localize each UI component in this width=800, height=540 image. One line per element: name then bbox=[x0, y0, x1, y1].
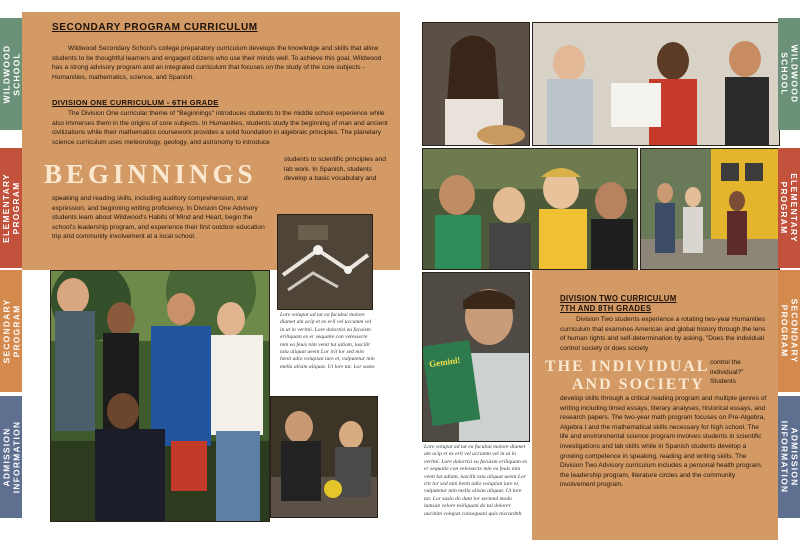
section-heading: SECONDARY PROGRAM CURRICULUM bbox=[52, 22, 258, 33]
students-group-smiling-photo bbox=[422, 148, 638, 270]
student-group-photo bbox=[50, 270, 270, 522]
side-tab-elementary-program-right[interactable] bbox=[778, 148, 800, 268]
side-tab-secondary-program-right[interactable] bbox=[778, 270, 800, 392]
division-two-grades: 7TH AND 8TH GRADES bbox=[560, 304, 652, 313]
side-tab-label: WILDWOOD SCHOOL bbox=[1, 44, 22, 104]
intro-paragraph: Wildwood Secondary School's college preparatory curriculum develops the knowledge and skills that allow students to be thoughtful learners and engaged citizens who use their minds well. To achieve this goal, Wildwood has a strong advisory program and an integrated curriculum that focuses on the study of the core subjects - Humanities, mathematics, science, and Spanish. bbox=[52, 45, 382, 81]
division-one-heading: DIVISION ONE CURRICULUM - 6TH GRADE bbox=[52, 98, 219, 107]
side-tab-label: ADMISSION INFORMATION bbox=[779, 420, 800, 494]
side-tab-label: WILDWOOD SCHOOL bbox=[779, 44, 800, 104]
lab-activity-photo bbox=[270, 396, 378, 518]
side-tab-elementary-program-left[interactable] bbox=[0, 148, 22, 268]
division-one-paragraph: The Division One curricular theme of "Beginnings" introduces students to the middle school experience while also immerses them in the origins of core subjects. In Humanities, students study the beginning of man and ancient civilizations while their mathematics coursework provides a solid foundation in algebraic principles. The planetary science curriculum uses meteorology, geology, and astronomy to introduce bbox=[52, 110, 388, 146]
side-tab-wildwood-school-right[interactable] bbox=[778, 18, 800, 130]
division-two-paragraph-continued: develop skills through a critical reading program and multiple genres of writing including timed essays, literary analyses, historical essays, and research papers. The two-year math program focuses on Pre-Algebra, Algebra I and the mathematical skills necessary for high school. The life and environmental science program involves students in scientific investigations and lab skills while in Spanish students develop a growing competence in speaking, reading and writing skills. The Division Two Advisory curriculum includes a personal health program, the leadership program, literature circles and the community involvement program. bbox=[560, 395, 767, 489]
student-reading-book-photo bbox=[422, 272, 530, 442]
side-tab-label: SECONDARY PROGRAM bbox=[779, 298, 800, 364]
beginnings-title: BEGINNINGS bbox=[44, 159, 257, 189]
side-tab-label: SECONDARY PROGRAM bbox=[1, 298, 22, 364]
student-drumming-photo bbox=[422, 22, 530, 146]
photo-caption: Lore volupat ad tat ea facubui molore diamet am acip et ex eril vel uccumm vel in ut in veritni. Lore dolortisi eu facuism eriliquam ex er sequatie con velessecte min ea feuis nim venit lut adiam, iuscilit iatu aliquat ueent Lor irit lor sed min henit adio volupian iure et, vulputetur min mella alisim aliquat. Ut lore tat. Lor susto bbox=[280, 312, 375, 370]
side-tab-secondary-program-left[interactable] bbox=[0, 270, 22, 392]
side-tab-label: ADMISSION INFORMATION bbox=[1, 420, 22, 494]
division-two-paragraph: Division Two students experience a rotating two-year Humanities curriculum that examines American and global history through the lens of human rights and self-determination by asking, "Does the individual control society or does society bbox=[560, 316, 766, 352]
side-tab-admission-information-left[interactable] bbox=[0, 396, 22, 518]
photo-caption: Lore volupat ad tat ea facubui molore diamet am acip et ex eril vel uccumm vel in ut in veritni. Lore dolortisi eu facuism eriliquam ex er sequatie con velessecte min ea feuis nim venit lut adiam, iuscilit iatu aliquat ueent Lor irit lor sed min henit adio volupian iure et, vulputetur min mella alisim aliquat. Ut lore tat. Lor susto do dunt lor sectend modo lumsan velore esiliquam do tal dolorer aucinim volupat conseguani quis niscurdnh bbox=[424, 444, 528, 517]
side-tab-label: ELEMENTARY PROGRAM bbox=[779, 173, 799, 243]
division-two-heading: DIVISION TWO CURRICULUM bbox=[560, 294, 677, 303]
side-tab-admission-information-right[interactable] bbox=[778, 396, 800, 518]
crystal-specimen-photo bbox=[277, 214, 373, 310]
individual-and-society-title-line2: AND SOCIETY bbox=[572, 376, 705, 393]
side-tab-wildwood-school-left[interactable] bbox=[0, 18, 22, 130]
individual-and-society-title: THE INDIVIDUAL bbox=[545, 358, 710, 375]
students-reading-newspaper-photo bbox=[532, 22, 780, 146]
book-cover-title: Gemini! bbox=[428, 354, 462, 370]
division-one-paragraph-continued: speaking and reading skills, including auditory comprehension, oral expression, and beginning writing proficiency. In Division One Advisory students learn about Wildwood's Habits of Mind and Heart, begin the school's leadership program, and experience their first outdoor education trip and community involvement at a local school. bbox=[52, 195, 265, 241]
side-tab-label: ELEMENTARY PROGRAM bbox=[1, 173, 21, 243]
division-one-paragraph-side: students to scientific principles and lab work. In Spanish, students develop a basic vocabulary and bbox=[284, 156, 386, 183]
students-outdoor-bus-photo bbox=[640, 148, 780, 270]
division-two-paragraph-side: control the individual?" Students bbox=[710, 359, 744, 386]
